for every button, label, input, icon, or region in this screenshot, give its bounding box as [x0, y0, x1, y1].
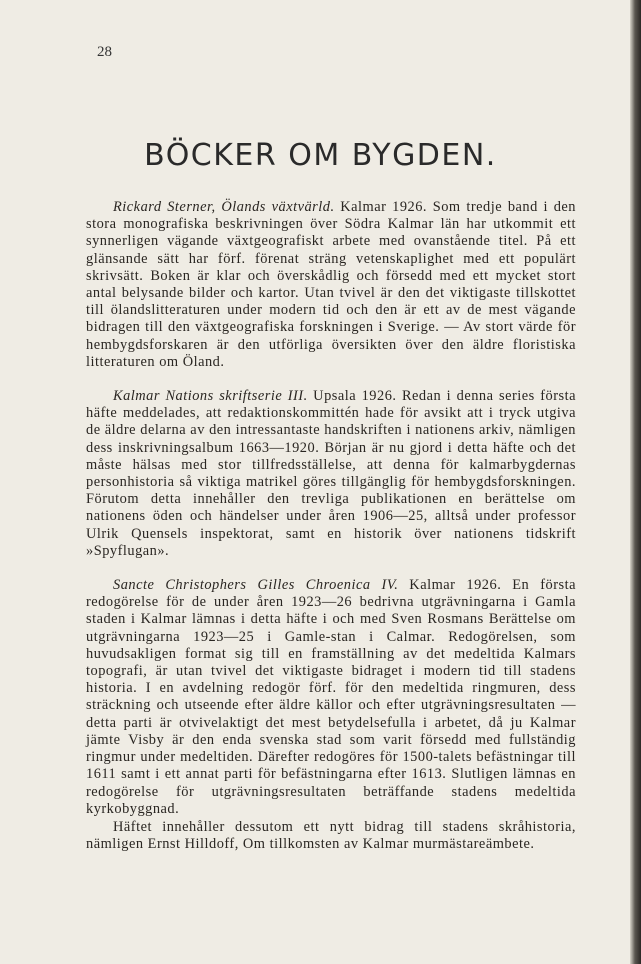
review-continuation-paragraph [86, 819, 576, 853]
page-title: BÖCKER OM BYGDEN. [144, 138, 497, 173]
review-body-text: Kalmar 1926. Som tredje band i den stora monografiska beskrivningen över Södra Kalmar län har utkommit ett synnerligen vägande växtgeografiskt arbete med ovanstående titel. På ett glänsande sätt har förf. förenat sträng vetenskaplighet med ett populärt skrivsätt. Boken är klar och överskådlig och försedd med ett mycket stort antal belysande bilder och kartor. Utan tvivel är den det viktigaste tillskottet till ölandslitteraturen under modern tid och den är ett av de mest vägande bidragen till den växtgeografiska forskningen i Sverige. — Av stort värde för hembygdsforskaren är den utförliga översikten över den äldre floristiska litteraturen om Öland. [86, 199, 576, 370]
review-paragraph [86, 388, 576, 560]
reviews-section [86, 199, 576, 870]
review-body-text: Upsala 1926. Redan i denna series första häfte meddelades, att redaktionskommittén hade för avsikt att i tryck utgiva de äldre delarna av den intressantaste handskriften i nationens arkiv, nämligen dess inskrivningsalbum 1663—1920. Början är nu gjord i detta häfte och det måste hälsas med stor tillfredsställelse, att denna för kalmarbygdernas personhistoria så viktiga matrikel göres tillgänglig för hembygdsforskningen. Förutom detta innehåller den trevliga publikationen en berättelse om nationens öden och händelser under åren 1906—25, alltså under professor Ulrik Quensels inspektorat, samt en historik över nationens tidskrift »Spyflugan». [86, 388, 576, 559]
review-book-reference: Sancte Christophers Gilles Chroenica IV. [113, 577, 399, 594]
page-edge-shadow [630, 0, 641, 964]
review-paragraph [86, 199, 576, 371]
review-body-text: Häftet innehåller dessutom ett nytt bidrag till stadens skråhistoria, nämligen Ernst Hilldoff, Om tillkomsten av Kalmar murmästareämbete. [86, 818, 576, 853]
page-number: 28 [97, 44, 112, 60]
review-paragraph [86, 577, 576, 818]
review-book-reference: Kalmar Nations skriftserie III. [113, 388, 308, 405]
review-book-reference: Rickard Sterner, Ölands växtvärld. [113, 199, 335, 215]
review-body-text: Kalmar 1926. En första redogörelse för de under åren 1923—26 bedrivna utgrävningarna i Gamla staden i Kalmar lämnas i detta häfte i och med Sven Rosmans Berättelse om utgrävningarna 1923—25 i Gamle-stan i Calmar. Redogörelsen, som huvudsakligen format sig till en framställning av det medeltida Kalmars topografi, är utan tvivel det viktigaste bidraget i modern tid till stadens historia. I en avdelning redogör förf. för den medeltida ringmuren, dess sträckning och utseende efter äldre källor och efter utgrävningsresultaten — detta parti är otvivelaktigt det mest betydelsefulla i arbetet, då ju Kalmar jämte Visby är den enda svenska stad som varit försedd med fullständig ringmur under medeltiden. Därefter redogöres för 1500-talets befästningar till 1611 samt i ett annat parti för befästningarna efter 1613. Slutligen lämnas en redogörelse för utgrävningsresultaten beträffande stadens medeltida kyrkobyggnad. [86, 577, 576, 817]
